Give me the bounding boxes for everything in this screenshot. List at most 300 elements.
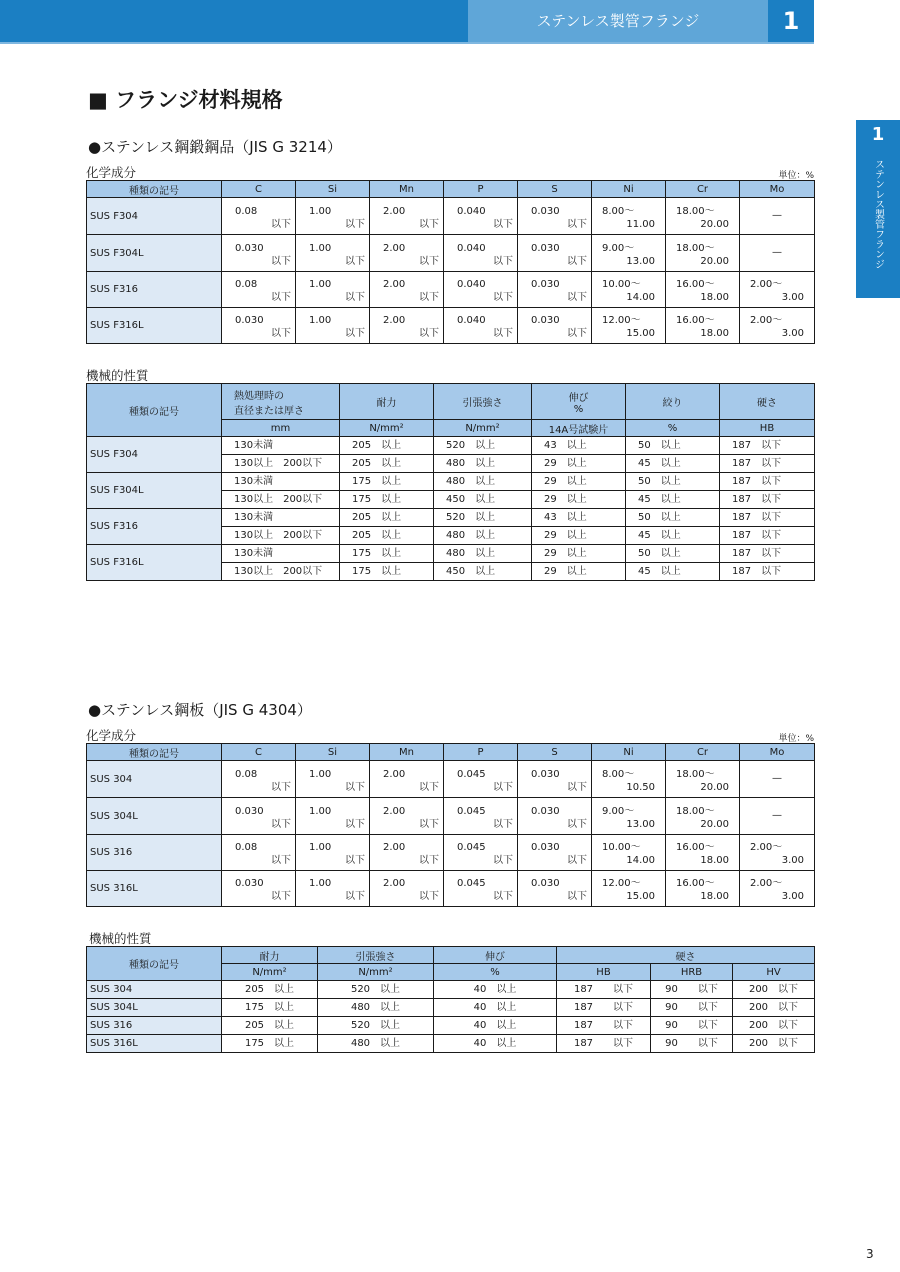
table-cell: 40 以上 xyxy=(434,999,557,1017)
row-name: SUS F316 xyxy=(87,509,222,545)
table-row xyxy=(87,437,815,455)
forged-chemical-table xyxy=(86,180,815,344)
table-row xyxy=(87,761,815,798)
col-header-reduction: 絞り xyxy=(626,384,720,420)
cell-value: 2.00～ xyxy=(750,878,783,889)
table-cell: 187 以下 xyxy=(557,1017,651,1035)
table-row xyxy=(87,999,815,1017)
unit-hv: HV xyxy=(733,964,815,981)
table-cell xyxy=(740,798,815,835)
cell-value: 2.00 xyxy=(383,242,406,254)
cell-qualifier: 15.00 xyxy=(626,891,655,902)
cell-value: 1.00 xyxy=(309,768,332,780)
cell-value: 9.00～ xyxy=(602,805,635,817)
page-header xyxy=(0,0,814,44)
table-cell: 187 以下 xyxy=(720,455,815,473)
cell-value: 1.00 xyxy=(309,242,332,254)
cell-value: 0.030 xyxy=(531,205,560,217)
table-row xyxy=(87,1035,815,1053)
table-cell: 187 以下 xyxy=(720,545,815,563)
col-header-5: S xyxy=(518,181,592,198)
cell-qualifier: 3.00 xyxy=(781,328,804,339)
cell-value: 12.00～ xyxy=(602,878,641,889)
row-name: SUS F316 xyxy=(87,272,222,308)
cell-qualifier: 以下 xyxy=(271,855,291,866)
cell-qualifier: 以下 xyxy=(493,255,513,267)
table-cell: 130未満 xyxy=(222,545,340,563)
table-cell: 200 以下 xyxy=(733,1035,815,1053)
table-cell xyxy=(370,308,444,344)
forged-heading: ●ステンレス鋼鍛鋼品（JIS G 3214） xyxy=(88,138,342,156)
table-cell: 200 以下 xyxy=(733,1017,815,1035)
table-cell xyxy=(592,235,666,272)
forged-mechanical-table xyxy=(86,383,815,581)
cell-value: 1.00 xyxy=(309,315,332,326)
row-name: SUS 316L xyxy=(87,871,222,907)
table-row xyxy=(87,798,815,835)
cell-value: 0.08 xyxy=(235,768,258,780)
col-header-name: 種類の記号 xyxy=(87,384,222,437)
unit-tensile: N/mm² xyxy=(434,420,532,437)
table-cell xyxy=(444,272,518,308)
table-cell: 480 以上 xyxy=(434,545,532,563)
cell-value: 10.00～ xyxy=(602,842,641,853)
cell-value: 9.00～ xyxy=(602,242,635,254)
table-cell: 480 以上 xyxy=(434,473,532,491)
table-cell xyxy=(370,235,444,272)
cell-value: 2.00～ xyxy=(750,279,783,290)
cell-value: 0.030 xyxy=(531,842,560,853)
table-cell xyxy=(296,798,370,835)
cell-qualifier: 18.00 xyxy=(700,891,729,902)
cell-value: 16.00～ xyxy=(676,279,715,290)
table-row xyxy=(87,1017,815,1035)
cell-value: 2.00 xyxy=(383,315,406,326)
table-cell: 40 以上 xyxy=(434,981,557,999)
table-row xyxy=(87,198,815,235)
table-cell: 90 以下 xyxy=(651,1017,733,1035)
cell-value: 2.00～ xyxy=(750,315,783,326)
col-header-3: Mn xyxy=(370,744,444,761)
table-cell xyxy=(666,835,740,871)
cell-qualifier: 以下 xyxy=(567,818,587,830)
cell-qualifier: 以下 xyxy=(493,292,513,303)
table-cell xyxy=(222,798,296,835)
plate-mech-label: 機械的性質 xyxy=(89,931,152,946)
table-cell: 40 以上 xyxy=(434,1017,557,1035)
cell-qualifier: 以下 xyxy=(271,818,291,830)
table-cell xyxy=(518,198,592,235)
cell-value: — xyxy=(772,247,782,258)
cell-value: 10.00～ xyxy=(602,279,641,290)
unit-yield: N/mm² xyxy=(340,420,434,437)
cell-value: 0.030 xyxy=(531,768,560,780)
cell-qualifier: 15.00 xyxy=(626,328,655,339)
cell-qualifier: 以下 xyxy=(493,855,513,866)
table-cell xyxy=(444,798,518,835)
side-chapter-tab xyxy=(856,120,900,298)
cell-value: 16.00～ xyxy=(676,315,715,326)
cell-value: 2.00～ xyxy=(750,842,783,853)
cell-qualifier: 3.00 xyxy=(781,891,804,902)
cell-qualifier: 以下 xyxy=(567,255,587,267)
col-header-4: P xyxy=(444,181,518,198)
cell-value: 1.00 xyxy=(309,279,332,290)
cell-qualifier: 20.00 xyxy=(700,218,729,230)
table-cell xyxy=(518,835,592,871)
table-cell xyxy=(370,761,444,798)
table-cell: 205 以上 xyxy=(222,981,318,999)
table-cell: 43 以上 xyxy=(532,509,626,527)
table-cell xyxy=(222,198,296,235)
cell-qualifier: 以下 xyxy=(345,891,365,902)
table-cell: 187 以下 xyxy=(720,491,815,509)
row-name: SUS F316L xyxy=(87,308,222,344)
cell-qualifier: 20.00 xyxy=(700,781,729,793)
cell-value: 2.00 xyxy=(383,768,406,780)
table-cell xyxy=(370,835,444,871)
table-cell: 520 以上 xyxy=(318,1017,434,1035)
cell-qualifier: 以下 xyxy=(567,292,587,303)
col-header-1: C xyxy=(222,744,296,761)
table-cell: 29 以上 xyxy=(532,563,626,581)
table-cell xyxy=(740,272,815,308)
cell-value: 8.00～ xyxy=(602,205,635,217)
table-cell: 45 以上 xyxy=(626,527,720,545)
cell-value: 18.00～ xyxy=(676,242,715,254)
header-chapter-number: 1 xyxy=(768,0,814,42)
cell-value: 16.00～ xyxy=(676,878,715,889)
unit-hrb: HRB xyxy=(651,964,733,981)
unit-hardness: HB xyxy=(720,420,815,437)
table-cell xyxy=(518,871,592,907)
table-row xyxy=(87,473,815,491)
col-header-tensile: 引張強さ xyxy=(434,384,532,420)
col-header-name: 種類の記号 xyxy=(87,947,222,981)
cell-qualifier: 20.00 xyxy=(700,255,729,267)
table-cell xyxy=(518,761,592,798)
table-cell: 175 以上 xyxy=(340,563,434,581)
plate-heading: ●ステンレス鋼板（JIS G 4304） xyxy=(88,701,312,719)
table-cell xyxy=(740,235,815,272)
side-tab-number: 1 xyxy=(871,124,885,145)
table-cell: 187 以下 xyxy=(557,1035,651,1053)
table-row xyxy=(87,308,815,344)
unit-reduction: % xyxy=(626,420,720,437)
row-name: SUS 304 xyxy=(87,761,222,798)
plate-mechanical-table xyxy=(86,946,815,1053)
forged-chem-label: 化学成分 xyxy=(86,165,137,180)
plate-chemical-table xyxy=(86,743,815,907)
table-cell xyxy=(222,761,296,798)
cell-qualifier: 18.00 xyxy=(700,328,729,339)
unit-elongation: 14A号試験片 xyxy=(532,420,626,437)
cell-value: 0.040 xyxy=(457,279,486,290)
col-header-7: Cr xyxy=(666,181,740,198)
col-header-thickness: 熱処理時の 直径または厚さ xyxy=(222,384,340,420)
table-cell: 130未満 xyxy=(222,437,340,455)
unit-yield: N/mm² xyxy=(222,964,318,981)
cell-qualifier: 14.00 xyxy=(626,855,655,866)
table-cell xyxy=(222,871,296,907)
cell-qualifier: 3.00 xyxy=(781,855,804,866)
table-cell xyxy=(222,835,296,871)
unit-thickness: mm xyxy=(222,420,340,437)
cell-value: 0.030 xyxy=(531,315,560,326)
table-cell: 205 以上 xyxy=(340,509,434,527)
cell-qualifier: 以下 xyxy=(567,855,587,866)
table-cell: 29 以上 xyxy=(532,545,626,563)
table-cell xyxy=(740,835,815,871)
cell-value: 2.00 xyxy=(383,805,406,817)
table-cell: 29 以上 xyxy=(532,473,626,491)
cell-qualifier: 以下 xyxy=(493,218,513,230)
cell-qualifier: 以下 xyxy=(345,255,365,267)
row-name: SUS 304L xyxy=(87,798,222,835)
table-cell: 175 以上 xyxy=(340,473,434,491)
cell-qualifier: 以下 xyxy=(419,328,439,339)
cell-value: — xyxy=(772,810,782,821)
cell-value: 0.040 xyxy=(457,242,486,254)
cell-value: 0.040 xyxy=(457,205,486,217)
cell-value: 1.00 xyxy=(309,842,332,853)
table-cell: 175 以上 xyxy=(222,999,318,1017)
cell-qualifier: 以下 xyxy=(419,255,439,267)
cell-value: 0.030 xyxy=(235,315,264,326)
table-cell xyxy=(296,835,370,871)
table-cell xyxy=(518,235,592,272)
col-header-6: Ni xyxy=(592,744,666,761)
page-title: ■ フランジ材料規格 xyxy=(88,88,283,112)
table-cell xyxy=(592,798,666,835)
table-cell xyxy=(666,235,740,272)
table-row xyxy=(87,871,815,907)
cell-qualifier: 以下 xyxy=(345,218,365,230)
cell-qualifier: 以下 xyxy=(493,781,513,793)
table-cell xyxy=(518,798,592,835)
col-header-2: Si xyxy=(296,744,370,761)
table-cell: 50 以上 xyxy=(626,545,720,563)
table-cell: 130未満 xyxy=(222,473,340,491)
header-divider xyxy=(0,42,814,44)
table-cell: 29 以上 xyxy=(532,491,626,509)
table-cell xyxy=(592,761,666,798)
table-cell: 175 以上 xyxy=(340,491,434,509)
table-cell: 130以上 200以下 xyxy=(222,527,340,545)
table-cell xyxy=(222,272,296,308)
cell-value: 2.00 xyxy=(383,279,406,290)
table-row xyxy=(87,509,815,527)
table-cell: 480 以上 xyxy=(318,1035,434,1053)
cell-value: 0.045 xyxy=(457,878,486,889)
cell-value: 0.030 xyxy=(531,805,560,817)
col-header-2: Si xyxy=(296,181,370,198)
cell-qualifier: 11.00 xyxy=(626,218,655,230)
table-cell: 90 以下 xyxy=(651,999,733,1017)
table-cell: 187 以下 xyxy=(720,509,815,527)
table-cell xyxy=(592,198,666,235)
cell-value: — xyxy=(772,773,782,784)
table-cell: 29 以上 xyxy=(532,527,626,545)
unit-tensile: N/mm² xyxy=(318,964,434,981)
cell-qualifier: 以下 xyxy=(271,255,291,267)
col-header-4: P xyxy=(444,744,518,761)
table-cell: 520 以上 xyxy=(434,437,532,455)
cell-value: 0.08 xyxy=(235,842,258,853)
cell-qualifier: 以下 xyxy=(345,855,365,866)
table-cell xyxy=(370,272,444,308)
row-name: SUS 316L xyxy=(87,1035,222,1053)
cell-value: 0.030 xyxy=(235,242,264,254)
table-cell xyxy=(296,198,370,235)
cell-qualifier: 以下 xyxy=(345,328,365,339)
cell-value: 0.045 xyxy=(457,842,486,853)
cell-qualifier: 13.00 xyxy=(626,818,655,830)
table-cell: 187 以下 xyxy=(720,563,815,581)
table-cell: 187 以下 xyxy=(720,473,815,491)
col-header-5: S xyxy=(518,744,592,761)
cell-qualifier: 以下 xyxy=(567,328,587,339)
cell-qualifier: 14.00 xyxy=(626,292,655,303)
side-tab-text: ステンレス製管フランジ xyxy=(872,159,884,269)
table-cell xyxy=(666,198,740,235)
table-row xyxy=(87,235,815,272)
row-name: SUS F316L xyxy=(87,545,222,581)
cell-value: 2.00 xyxy=(383,842,406,853)
table-cell: 130以上 200以下 xyxy=(222,563,340,581)
cell-qualifier: 10.50 xyxy=(626,781,655,793)
cell-value: 0.030 xyxy=(531,878,560,889)
table-cell: 480 以上 xyxy=(434,527,532,545)
row-name: SUS F304 xyxy=(87,437,222,473)
table-cell: 45 以上 xyxy=(626,563,720,581)
row-name: SUS F304L xyxy=(87,473,222,509)
table-cell: 520 以上 xyxy=(318,981,434,999)
table-cell xyxy=(370,198,444,235)
cell-value: 0.040 xyxy=(457,315,486,326)
cell-qualifier: 以下 xyxy=(567,218,587,230)
table-cell xyxy=(370,798,444,835)
cell-value: — xyxy=(772,210,782,221)
table-cell: 520 以上 xyxy=(434,509,532,527)
cell-value: 18.00～ xyxy=(676,205,715,217)
table-cell xyxy=(222,308,296,344)
cell-value: 0.045 xyxy=(457,768,486,780)
table-row xyxy=(87,272,815,308)
table-cell xyxy=(444,835,518,871)
cell-qualifier: 以下 xyxy=(271,328,291,339)
cell-value: 1.00 xyxy=(309,878,332,889)
table-cell xyxy=(444,235,518,272)
table-cell: 205 以上 xyxy=(340,455,434,473)
table-cell xyxy=(444,198,518,235)
unit-hb: HB xyxy=(557,964,651,981)
forged-chem-unit: 単位：% xyxy=(778,171,814,181)
row-name: SUS 316 xyxy=(87,1017,222,1035)
cell-qualifier: 以下 xyxy=(419,818,439,830)
cell-value: 0.030 xyxy=(531,242,560,254)
cell-qualifier: 以下 xyxy=(271,218,291,230)
table-cell: 450 以上 xyxy=(434,563,532,581)
table-cell: 187 以下 xyxy=(720,527,815,545)
row-name: SUS 304 xyxy=(87,981,222,999)
cell-qualifier: 以下 xyxy=(419,292,439,303)
cell-qualifier: 以下 xyxy=(271,891,291,902)
cell-qualifier: 18.00 xyxy=(700,292,729,303)
col-header-yield: 耐力 xyxy=(340,384,434,420)
table-row xyxy=(87,545,815,563)
col-header-elongation: 伸び % xyxy=(532,384,626,420)
table-cell xyxy=(666,272,740,308)
table-cell xyxy=(518,308,592,344)
col-header-0: 種類の記号 xyxy=(87,181,222,198)
cell-qualifier: 13.00 xyxy=(626,255,655,267)
table-header-row xyxy=(87,181,815,198)
table-cell: 90 以下 xyxy=(651,981,733,999)
table-cell: 480 以上 xyxy=(318,999,434,1017)
table-cell: 187 以下 xyxy=(720,437,815,455)
table-cell: 200 以下 xyxy=(733,981,815,999)
table-cell xyxy=(740,761,815,798)
cell-value: 0.08 xyxy=(235,205,258,217)
table-cell: 40 以上 xyxy=(434,1035,557,1053)
table-cell xyxy=(296,761,370,798)
cell-value: 0.030 xyxy=(235,805,264,817)
table-cell: 480 以上 xyxy=(434,455,532,473)
table-cell: 175 以上 xyxy=(222,1035,318,1053)
table-cell: 205 以上 xyxy=(340,437,434,455)
cell-value: 18.00～ xyxy=(676,805,715,817)
header-section-title: ステンレス製管フランジ xyxy=(468,0,768,42)
table-cell xyxy=(592,835,666,871)
col-header-elongation: 伸び xyxy=(434,947,557,964)
cell-value: 2.00 xyxy=(383,878,406,889)
cell-qualifier: 18.00 xyxy=(700,855,729,866)
col-header-hardness: 硬さ xyxy=(720,384,815,420)
table-cell: 50 以上 xyxy=(626,437,720,455)
cell-value: 0.030 xyxy=(235,878,264,889)
table-cell xyxy=(666,308,740,344)
table-cell xyxy=(740,198,815,235)
col-header-7: Cr xyxy=(666,744,740,761)
table-cell: 187 以下 xyxy=(557,999,651,1017)
cell-value: 1.00 xyxy=(309,805,332,817)
table-cell: 187 以下 xyxy=(557,981,651,999)
row-name: SUS 316 xyxy=(87,835,222,871)
cell-value: 0.08 xyxy=(235,279,258,290)
col-header-hardness: 硬さ xyxy=(557,947,815,964)
row-name: SUS 304L xyxy=(87,999,222,1017)
table-header-row xyxy=(87,744,815,761)
table-cell: 130以上 200以下 xyxy=(222,455,340,473)
col-header-6: Ni xyxy=(592,181,666,198)
col-header-3: Mn xyxy=(370,181,444,198)
cell-value: 0.030 xyxy=(531,279,560,290)
table-cell xyxy=(740,871,815,907)
table-cell xyxy=(592,871,666,907)
table-cell xyxy=(444,308,518,344)
col-header-0: 種類の記号 xyxy=(87,744,222,761)
col-header-1: C xyxy=(222,181,296,198)
table-cell xyxy=(592,308,666,344)
col-header-8: Mo xyxy=(740,181,815,198)
plate-chem-label: 化学成分 xyxy=(86,728,137,743)
cell-qualifier: 以下 xyxy=(419,218,439,230)
cell-value: 12.00～ xyxy=(602,315,641,326)
table-row xyxy=(87,835,815,871)
cell-qualifier: 以下 xyxy=(493,328,513,339)
table-cell xyxy=(518,272,592,308)
